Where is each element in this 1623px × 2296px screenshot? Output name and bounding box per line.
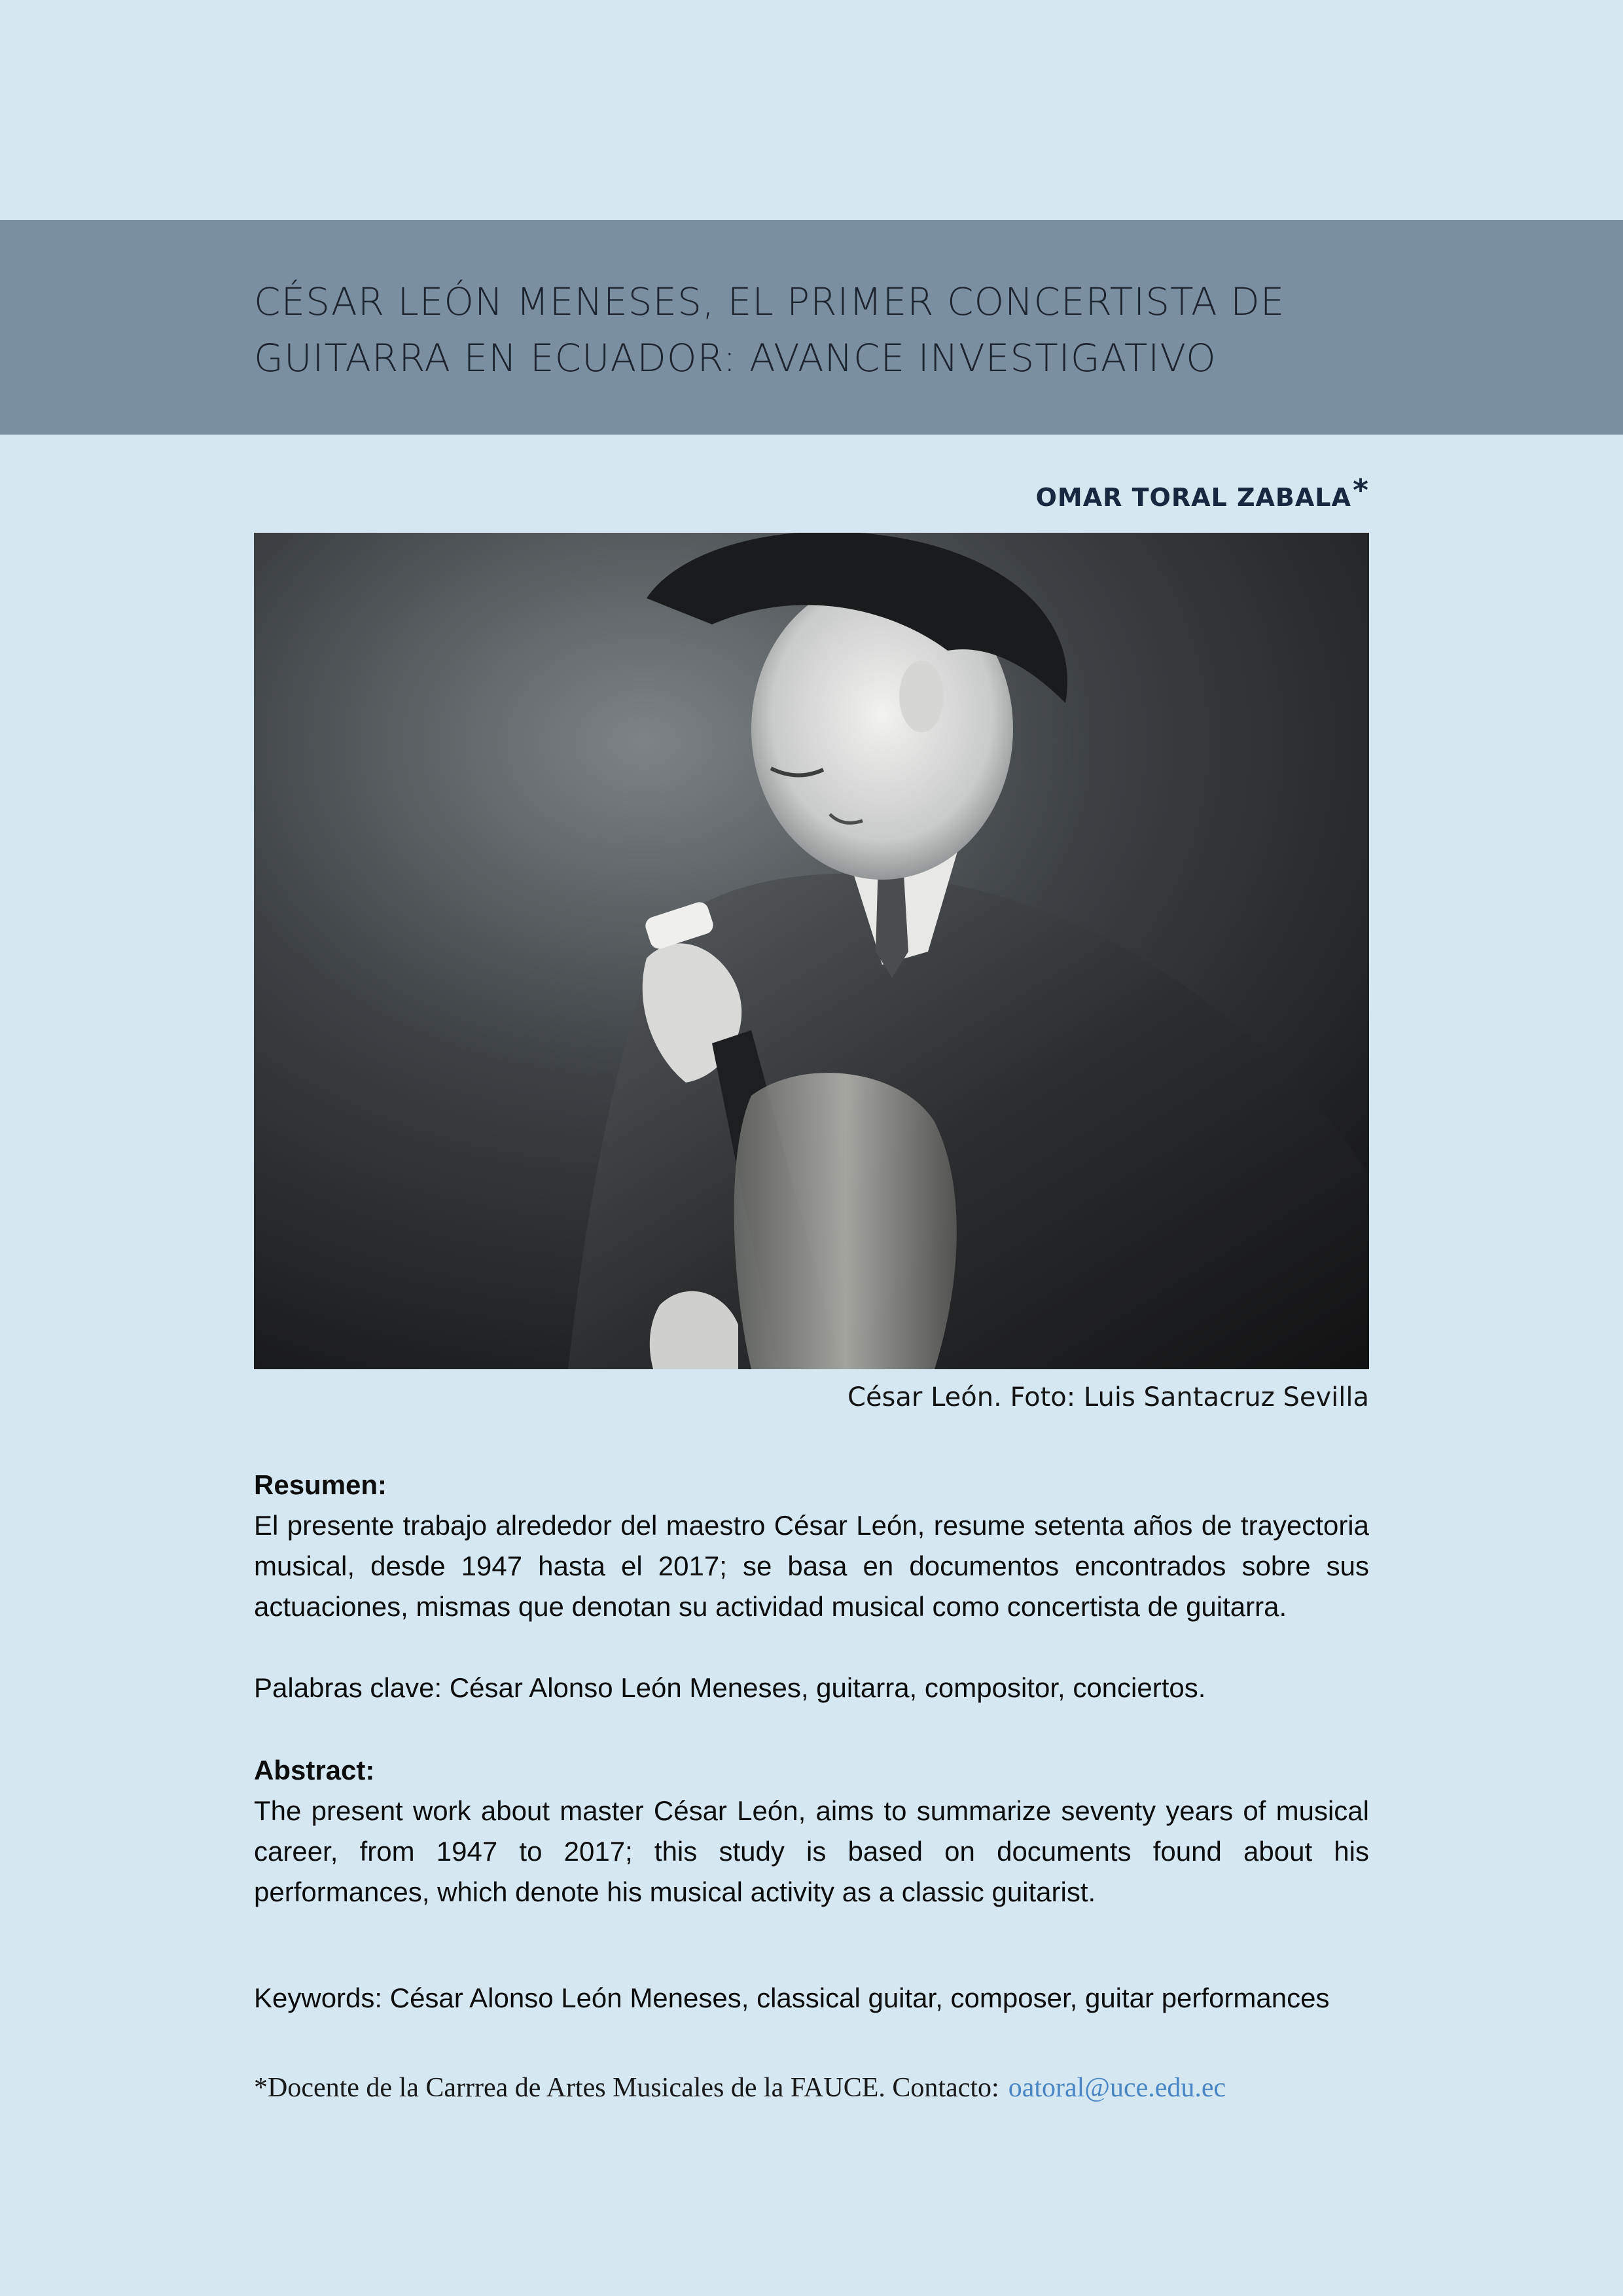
author-footnote [254, 2072, 1226, 2104]
abstract-section [254, 1750, 1369, 1912]
photo-caption: César León. Foto: Luis Santacruz Sevilla [847, 1382, 1369, 1412]
article-title-line-2: GUITARRA EN ECUADOR: AVANCE INVESTIGATIVO [254, 336, 1217, 380]
resumen-text: El presente trabajo alrededor del maestro César León, resume setenta años de trayectoria musical, desde 1947 hasta el 2017; se basa en documentos encontrados sobre sus actuaciones, mismas que denotan su actividad musical como concertista de guitarra. [254, 1510, 1369, 1622]
article-title-line-1: CÉSAR LEÓN MENESES, EL PRIMER CONCERTISTA DE [254, 279, 1285, 324]
palabras-clave: Palabras clave: César Alonso León Meneses, guitarra, compositor, conciertos. [254, 1672, 1206, 1703]
resumen-section [254, 1465, 1369, 1627]
footnote-text: *Docente de la Carrrea de Artes Musicales de la FAUCE. Contacto: [254, 2073, 999, 2103]
author-footnote-mark: * [1352, 473, 1369, 508]
contact-email-link[interactable]: oatoral@uce.edu.ec [1008, 2073, 1226, 2103]
keywords: Keywords: César Alonso León Meneses, classical guitar, composer, guitar performances [254, 1982, 1330, 2013]
author-name [1036, 473, 1369, 512]
abstract-heading: Abstract: [254, 1755, 375, 1785]
guitarist-photo-illustration [254, 533, 1369, 1369]
author-name-text: OMAR TORAL ZABALA [1035, 483, 1351, 512]
article-title [254, 274, 1497, 386]
abstract-text: The present work about master César León, aims to summarize seventy years of musical career, from 1947 to 2017; this study is based on documents found about his performances, which denote his musical activity as a classic guitarist. [254, 1795, 1369, 1907]
guitarist-photo [254, 533, 1369, 1369]
resumen-heading: Resumen: [254, 1469, 387, 1500]
